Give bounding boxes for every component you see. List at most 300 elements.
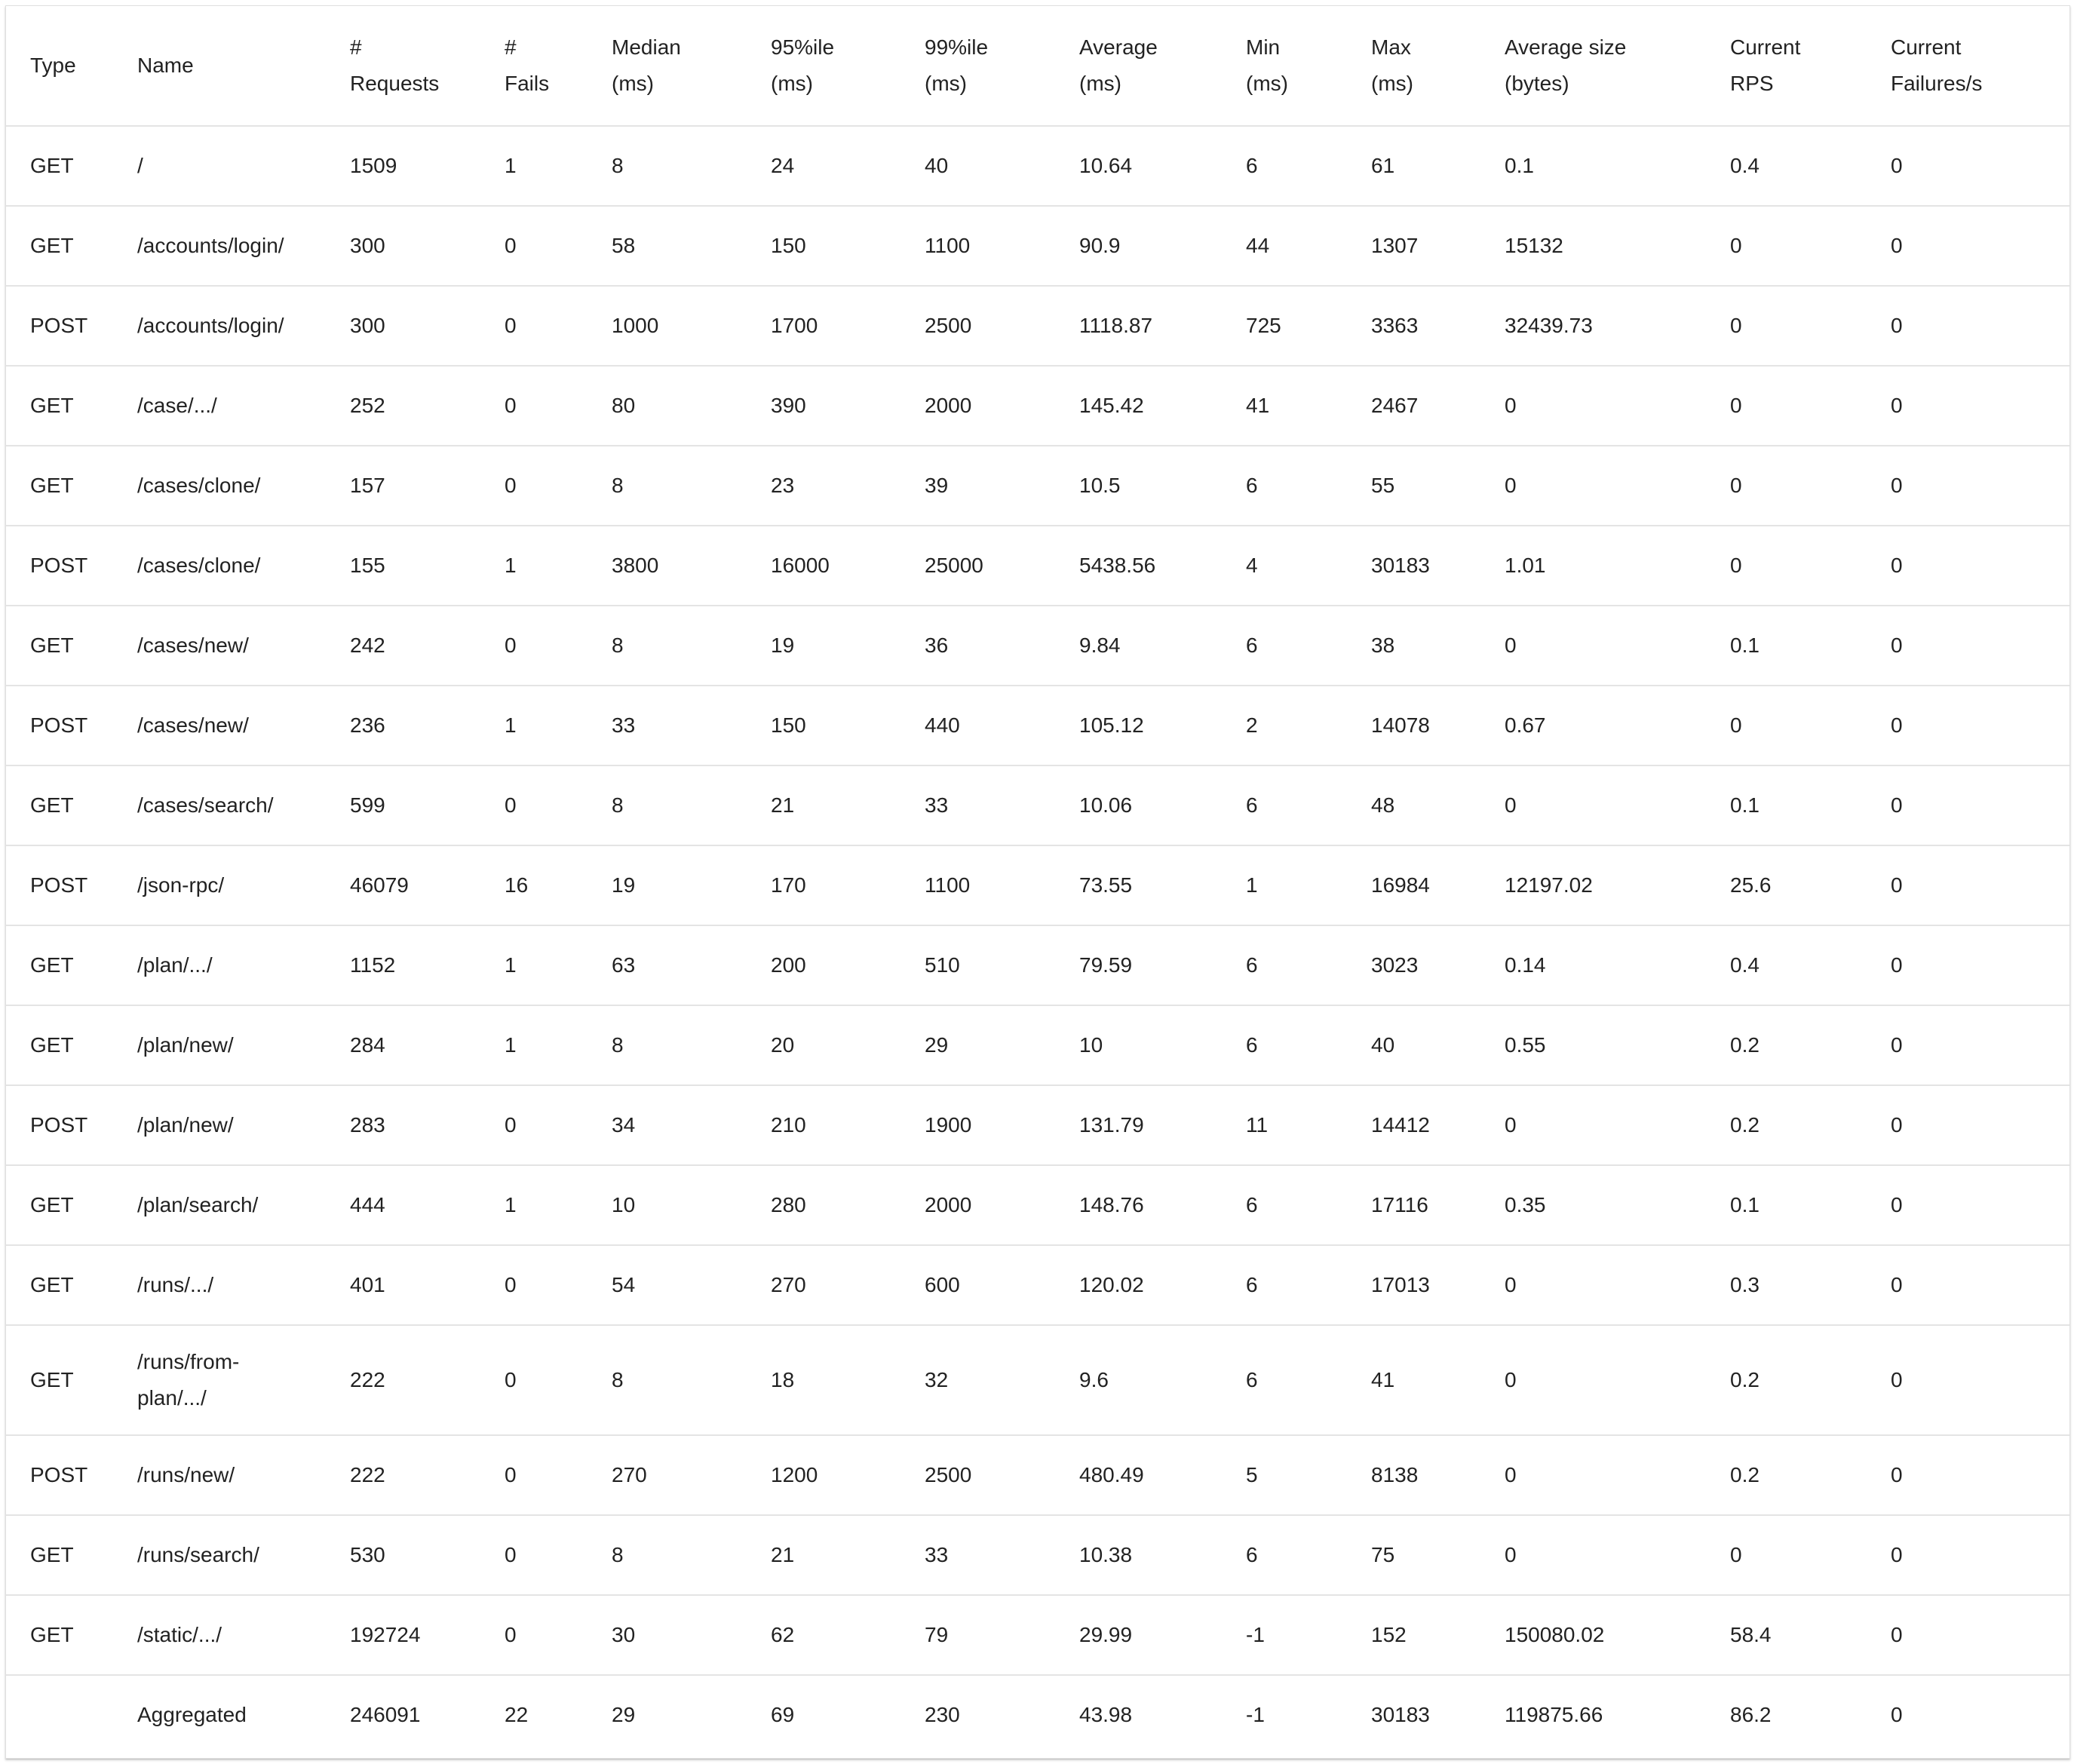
cell-requests: 444 (326, 1165, 480, 1245)
cell-current-rps: 0.4 (1706, 925, 1867, 1005)
cell-median: 8 (588, 446, 747, 526)
cell-min: 6 (1222, 765, 1347, 845)
cell-average-size: 0 (1480, 1435, 1706, 1515)
column-header-current-rps[interactable] (1706, 6, 1867, 126)
cell-min: 6 (1222, 1005, 1347, 1085)
cell-type: GET (6, 1595, 113, 1675)
cell-current-rps: 0.2 (1706, 1435, 1867, 1515)
cell-requests: 284 (326, 1005, 480, 1085)
cell-type: GET (6, 606, 113, 686)
table-row (6, 925, 2069, 1005)
cell-type: GET (6, 1245, 113, 1325)
cell-average: 29.99 (1055, 1595, 1222, 1675)
cell-p95: 20 (747, 1005, 900, 1085)
cell-fails: 0 (480, 606, 588, 686)
cell-name: /static/.../ (113, 1595, 326, 1675)
cell-median: 8 (588, 1005, 747, 1085)
cell-median: 80 (588, 366, 747, 446)
table-row (6, 686, 2069, 765)
cell-current-rps: 0.1 (1706, 765, 1867, 845)
cell-median: 29 (612, 1703, 636, 1726)
cell-requests: 222 (326, 1325, 480, 1435)
cell-p95: 280 (747, 1165, 900, 1245)
request-statistics-table (6, 6, 2069, 1754)
cell-p99: 25000 (900, 526, 1055, 606)
cell-current-rps: 0 (1706, 446, 1867, 526)
cell-name: /runs/from-plan/.../ (113, 1325, 326, 1435)
cell-average-size: 0 (1480, 446, 1706, 526)
cell-p95: 1200 (747, 1435, 900, 1515)
cell-median: 33 (588, 686, 747, 765)
cell-median: 19 (588, 845, 747, 925)
cell-p99: 440 (900, 686, 1055, 765)
column-header-label: Type (30, 54, 76, 77)
cell-fails: 16 (480, 845, 588, 925)
cell-p95: 18 (747, 1325, 900, 1435)
cell-average-size: 12197.02 (1480, 845, 1706, 925)
cell-current-failures: 0 (1867, 1595, 2069, 1675)
cell-current-rps: 58.4 (1706, 1595, 1867, 1675)
cell-average: 105.12 (1055, 686, 1222, 765)
column-header-label: Max (1371, 35, 1411, 59)
cell-max: 16984 (1347, 845, 1480, 925)
cell-fails: 0 (480, 286, 588, 366)
cell-max: 8138 (1347, 1435, 1480, 1515)
cell-p95: 150 (747, 686, 900, 765)
cell-requests: 155 (326, 526, 480, 606)
table-row (6, 1245, 2069, 1325)
cell-current-rps: 0 (1706, 686, 1867, 765)
cell-type: POST (6, 286, 113, 366)
cell-type: POST (6, 526, 113, 606)
cell-p95: 200 (747, 925, 900, 1005)
table-row (6, 606, 2069, 686)
cell-median: 34 (588, 1085, 747, 1165)
cell-requests: 46079 (326, 845, 480, 925)
cell-p99: 36 (900, 606, 1055, 686)
cell-average-size: 150080.02 (1480, 1595, 1706, 1675)
cell-type: GET (6, 446, 113, 526)
table-row (6, 206, 2069, 286)
cell-name: /plan/search/ (113, 1165, 326, 1245)
cell-min: 6 (1222, 925, 1347, 1005)
cell-fails: 1 (480, 925, 588, 1005)
cell-average: 10.5 (1055, 446, 1222, 526)
cell-name: /cases/clone/ (113, 446, 326, 526)
cell-p99: 230 (925, 1703, 960, 1726)
cell-min: 6 (1222, 1165, 1347, 1245)
cell-p99: 79 (900, 1595, 1055, 1675)
cell-name: /accounts/login/ (113, 206, 326, 286)
cell-p99: 33 (900, 765, 1055, 845)
cell-average-size: 119875.66 (1505, 1703, 1603, 1726)
column-header-label: # (350, 35, 362, 59)
cell-average-size: 0 (1480, 606, 1706, 686)
cell-median: 3800 (588, 526, 747, 606)
cell-type: GET (6, 1165, 113, 1245)
column-header-sublabel: RPS (1730, 72, 1774, 95)
column-header-sublabel: Fails (505, 72, 550, 95)
cell-type: GET (6, 366, 113, 446)
table-row (6, 1085, 2069, 1165)
cell-average-size: 0.67 (1480, 686, 1706, 765)
cell-fails: 0 (480, 1325, 588, 1435)
aggregated-row (6, 1675, 2069, 1754)
table-row (6, 1435, 2069, 1515)
cell-average: 10.06 (1055, 765, 1222, 845)
cell-name: /plan/new/ (113, 1085, 326, 1165)
cell-p95: 62 (747, 1595, 900, 1675)
cell-name: /plan/.../ (113, 925, 326, 1005)
cell-p99: 2500 (900, 1435, 1055, 1515)
cell-average-size: 0.55 (1480, 1005, 1706, 1085)
table-row (6, 765, 2069, 845)
cell-median: 8 (588, 126, 747, 206)
cell-p95: 390 (747, 366, 900, 446)
cell-name: /runs/new/ (113, 1435, 326, 1515)
column-header-p99[interactable] (900, 6, 1055, 126)
cell-current-failures: 0 (1867, 526, 2069, 606)
cell-average-size: 0 (1480, 765, 1706, 845)
cell-requests: 192724 (326, 1595, 480, 1675)
cell-name: Aggregated (137, 1703, 247, 1726)
column-header-label: 95%ile (771, 35, 835, 59)
cell-average-size: 0.1 (1480, 126, 1706, 206)
cell-name: /case/.../ (113, 366, 326, 446)
cell-average: 5438.56 (1055, 526, 1222, 606)
cell-requests: 252 (326, 366, 480, 446)
cell-current-rps: 86.2 (1730, 1703, 1772, 1726)
cell-fails: 1 (480, 686, 588, 765)
cell-type: GET (6, 925, 113, 1005)
cell-requests: 283 (326, 1085, 480, 1165)
table-row (6, 1165, 2069, 1245)
cell-current-rps: 0 (1706, 366, 1867, 446)
cell-max: 3363 (1347, 286, 1480, 366)
cell-p95: 270 (747, 1245, 900, 1325)
cell-type: GET (6, 1325, 113, 1435)
table-row (6, 1515, 2069, 1595)
cell-median: 8 (588, 1325, 747, 1435)
cell-p99: 32 (900, 1325, 1055, 1435)
column-header-p95[interactable] (747, 6, 900, 126)
cell-type: GET (6, 206, 113, 286)
cell-requests: 1152 (326, 925, 480, 1005)
column-header-label: Average size (1505, 35, 1627, 59)
cell-average-size: 0.35 (1480, 1165, 1706, 1245)
cell-requests: 236 (326, 686, 480, 765)
cell-average: 43.98 (1079, 1703, 1133, 1726)
cell-requests: 242 (326, 606, 480, 686)
cell-requests: 300 (326, 286, 480, 366)
cell-min: 6 (1222, 1325, 1347, 1435)
cell-current-failures: 0 (1867, 1085, 2069, 1165)
cell-name: /cases/search/ (113, 765, 326, 845)
column-header-type[interactable] (6, 6, 113, 126)
cell-min: -1 (1222, 1595, 1347, 1675)
cell-min: 44 (1222, 206, 1347, 286)
cell-fails: 0 (480, 446, 588, 526)
column-header-sublabel: (bytes) (1505, 72, 1569, 95)
cell-p99: 1100 (900, 845, 1055, 925)
cell-p99: 2000 (900, 366, 1055, 446)
table-row (6, 1325, 2069, 1435)
cell-min: 6 (1222, 1245, 1347, 1325)
column-header-label: Average (1079, 35, 1158, 59)
cell-requests: 300 (326, 206, 480, 286)
table-row (6, 1595, 2069, 1675)
cell-average: 148.76 (1055, 1165, 1222, 1245)
cell-p95: 16000 (747, 526, 900, 606)
cell-p99: 33 (900, 1515, 1055, 1595)
cell-average-size: 32439.73 (1480, 286, 1706, 366)
table-row (6, 446, 2069, 526)
cell-requests: 599 (326, 765, 480, 845)
column-header-sublabel: (ms) (1079, 72, 1121, 95)
table-row (6, 845, 2069, 925)
cell-requests: 530 (326, 1515, 480, 1595)
cell-current-failures: 0 (1867, 1325, 2069, 1435)
column-header-fails[interactable] (480, 6, 588, 126)
cell-min: 6 (1222, 446, 1347, 526)
cell-min: 4 (1222, 526, 1347, 606)
cell-requests: 401 (326, 1245, 480, 1325)
cell-p99: 510 (900, 925, 1055, 1005)
cell-fails: 1 (480, 1005, 588, 1085)
cell-p95: 210 (747, 1085, 900, 1165)
cell-current-rps: 0.4 (1706, 126, 1867, 206)
cell-current-failures: 0 (1867, 446, 2069, 526)
cell-current-failures: 0 (1867, 925, 2069, 1005)
cell-average: 9.6 (1055, 1325, 1222, 1435)
cell-average: 1118.87 (1055, 286, 1222, 366)
column-header-sublabel: (ms) (1246, 72, 1288, 95)
cell-fails: 0 (480, 1085, 588, 1165)
cell-min: 5 (1222, 1435, 1347, 1515)
cell-p95: 24 (747, 126, 900, 206)
cell-type: GET (6, 126, 113, 206)
cell-average: 145.42 (1055, 366, 1222, 446)
cell-type: POST (6, 845, 113, 925)
cell-type: POST (6, 686, 113, 765)
cell-current-failures: 0 (1867, 1165, 2069, 1245)
cell-requests: 157 (326, 446, 480, 526)
cell-median: 10 (588, 1165, 747, 1245)
cell-average: 10.64 (1055, 126, 1222, 206)
cell-fails: 0 (480, 366, 588, 446)
column-header-sublabel: (ms) (612, 72, 654, 95)
cell-p99: 29 (900, 1005, 1055, 1085)
cell-name: /json-rpc/ (113, 845, 326, 925)
cell-average: 9.84 (1055, 606, 1222, 686)
column-header-max[interactable] (1347, 6, 1480, 126)
cell-average: 10.38 (1055, 1515, 1222, 1595)
cell-max: 30183 (1371, 1703, 1430, 1726)
cell-fails: 1 (480, 526, 588, 606)
cell-current-rps: 25.6 (1706, 845, 1867, 925)
stats-table-card (5, 5, 2070, 1759)
cell-current-failures: 0 (1867, 686, 2069, 765)
cell-min: 6 (1222, 1515, 1347, 1595)
cell-max: 14078 (1347, 686, 1480, 765)
column-header-average[interactable] (1055, 6, 1222, 126)
cell-p99: 2000 (900, 1165, 1055, 1245)
cell-max: 55 (1347, 446, 1480, 526)
cell-median: 58 (588, 206, 747, 286)
column-header-label: # (505, 35, 517, 59)
column-header-label: 99%ile (925, 35, 989, 59)
cell-p95: 1700 (747, 286, 900, 366)
cell-max: 152 (1347, 1595, 1480, 1675)
column-header-label: Name (137, 54, 194, 77)
cell-max: 14412 (1347, 1085, 1480, 1165)
cell-p95: 170 (747, 845, 900, 925)
cell-max: 41 (1347, 1325, 1480, 1435)
cell-type: GET (6, 1515, 113, 1595)
cell-median: 30 (588, 1595, 747, 1675)
cell-current-rps: 0.1 (1706, 606, 1867, 686)
column-header-average-size[interactable] (1480, 6, 1706, 126)
cell-current-failures: 0 (1867, 845, 2069, 925)
cell-average-size: 0 (1480, 1325, 1706, 1435)
column-header-min[interactable] (1222, 6, 1347, 126)
cell-name: /accounts/login/ (113, 286, 326, 366)
cell-median: 8 (588, 606, 747, 686)
cell-current-rps: 0 (1706, 286, 1867, 366)
column-header-median[interactable] (588, 6, 747, 126)
cell-p95: 21 (747, 1515, 900, 1595)
cell-current-failures: 0 (1867, 126, 2069, 206)
cell-name: /cases/clone/ (113, 526, 326, 606)
cell-median: 8 (588, 1515, 747, 1595)
cell-average: 120.02 (1055, 1245, 1222, 1325)
column-header-label: Min (1246, 35, 1281, 59)
cell-current-rps: 0.2 (1706, 1085, 1867, 1165)
cell-current-failures: 0 (1891, 1703, 1903, 1726)
cell-min: 11 (1222, 1085, 1347, 1165)
cell-average-size: 0 (1480, 1515, 1706, 1595)
column-header-label: Median (612, 35, 681, 59)
cell-max: 2467 (1347, 366, 1480, 446)
cell-p95: 69 (771, 1703, 795, 1726)
cell-average-size: 0 (1480, 366, 1706, 446)
cell-p99: 1900 (900, 1085, 1055, 1165)
column-header-sublabel: (ms) (1371, 72, 1413, 95)
cell-average-size: 15132 (1480, 206, 1706, 286)
cell-p99: 1100 (900, 206, 1055, 286)
table-row (6, 126, 2069, 206)
cell-name: /runs/search/ (113, 1515, 326, 1595)
cell-p95: 21 (747, 765, 900, 845)
table-row (6, 366, 2069, 446)
cell-name: /runs/.../ (113, 1245, 326, 1325)
cell-max: 48 (1347, 765, 1480, 845)
cell-current-failures: 0 (1867, 1435, 2069, 1515)
cell-p95: 23 (747, 446, 900, 526)
cell-fails: 0 (480, 1245, 588, 1325)
cell-p99: 39 (900, 446, 1055, 526)
cell-current-rps: 0 (1706, 206, 1867, 286)
cell-p95: 19 (747, 606, 900, 686)
cell-average-size: 0.14 (1480, 925, 1706, 1005)
cell-requests: 1509 (326, 126, 480, 206)
cell-average: 90.9 (1055, 206, 1222, 286)
cell-current-rps: 0 (1706, 526, 1867, 606)
cell-fails: 0 (480, 1515, 588, 1595)
cell-average: 131.79 (1055, 1085, 1222, 1165)
cell-requests: 246091 (350, 1703, 421, 1726)
cell-median: 63 (588, 925, 747, 1005)
cell-average-size: 1.01 (1480, 526, 1706, 606)
cell-p95: 150 (747, 206, 900, 286)
column-header-label: Current (1730, 35, 1801, 59)
column-header-label: Current (1891, 35, 1962, 59)
cell-current-rps: 0.3 (1706, 1245, 1867, 1325)
cell-min: 41 (1222, 366, 1347, 446)
cell-current-rps: 0.1 (1706, 1165, 1867, 1245)
cell-max: 40 (1347, 1005, 1480, 1085)
cell-current-failures: 0 (1867, 606, 2069, 686)
cell-min: 6 (1222, 606, 1347, 686)
cell-type: GET (6, 765, 113, 845)
table-row (6, 526, 2069, 606)
cell-max: 38 (1347, 606, 1480, 686)
cell-average-size: 0 (1480, 1245, 1706, 1325)
cell-median: 8 (588, 765, 747, 845)
cell-fails: 22 (505, 1703, 529, 1726)
cell-max: 75 (1347, 1515, 1480, 1595)
cell-type: GET (6, 1005, 113, 1085)
cell-current-rps: 0.2 (1706, 1325, 1867, 1435)
cell-current-failures: 0 (1867, 366, 2069, 446)
cell-max: 1307 (1347, 206, 1480, 286)
cell-current-rps: 0.2 (1706, 1005, 1867, 1085)
cell-type: POST (6, 1435, 113, 1515)
cell-fails: 0 (480, 206, 588, 286)
column-header-name[interactable] (113, 6, 326, 126)
cell-average-size: 0 (1480, 1085, 1706, 1165)
column-header-sublabel: Failures/s (1891, 72, 1983, 95)
cell-current-rps: 0 (1706, 1515, 1867, 1595)
cell-max: 17116 (1347, 1165, 1480, 1245)
cell-fails: 0 (480, 765, 588, 845)
cell-requests: 222 (326, 1435, 480, 1515)
cell-current-failures: 0 (1867, 1245, 2069, 1325)
cell-name: / (113, 126, 326, 206)
cell-min: -1 (1246, 1703, 1265, 1726)
cell-median: 54 (588, 1245, 747, 1325)
cell-average: 10 (1055, 1005, 1222, 1085)
cell-min: 2 (1222, 686, 1347, 765)
cell-min: 1 (1222, 845, 1347, 925)
column-header-current-failures[interactable] (1867, 6, 2069, 126)
cell-name: /plan/new/ (113, 1005, 326, 1085)
table-row (6, 286, 2069, 366)
column-header-sublabel: (ms) (771, 72, 813, 95)
cell-current-failures: 0 (1867, 286, 2069, 366)
cell-current-failures: 0 (1867, 206, 2069, 286)
cell-min: 725 (1222, 286, 1347, 366)
cell-max: 17013 (1347, 1245, 1480, 1325)
cell-median: 1000 (588, 286, 747, 366)
table-header-row (6, 6, 2069, 126)
cell-current-failures: 0 (1867, 765, 2069, 845)
cell-max: 30183 (1347, 526, 1480, 606)
cell-average: 73.55 (1055, 845, 1222, 925)
cell-name: /cases/new/ (113, 606, 326, 686)
cell-p99: 40 (900, 126, 1055, 206)
column-header-requests[interactable] (326, 6, 480, 126)
